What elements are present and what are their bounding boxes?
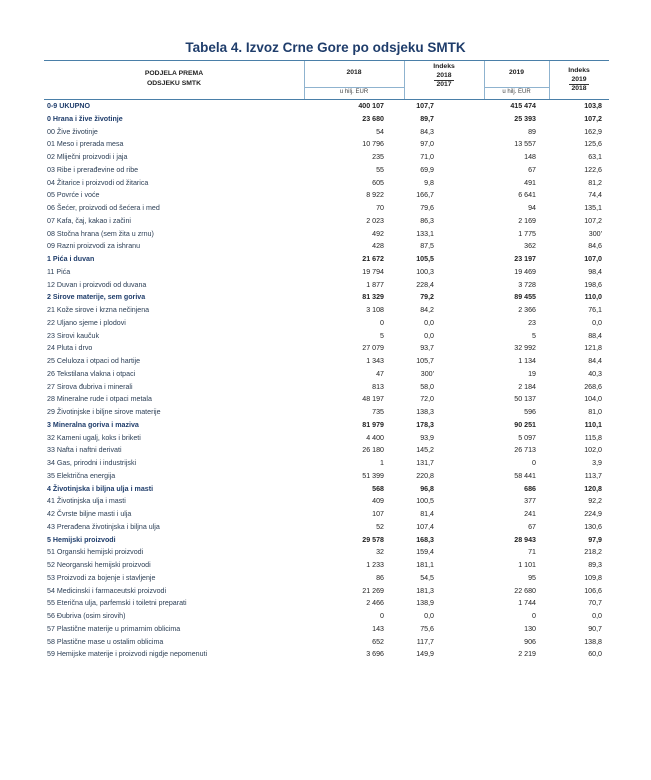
row-label: 33 Nafta i naftni derivati — [47, 446, 122, 455]
unit-label: u hilj. EUR — [502, 89, 531, 95]
value-2019: 90 251 — [514, 420, 536, 429]
table-row — [44, 546, 609, 559]
value-2019: 1 744 — [518, 599, 536, 608]
value-2019: 377 — [524, 497, 536, 506]
index-2019: 97,9 — [588, 535, 602, 544]
row-label: 29 Životinjske i biljne sirove materije — [47, 408, 161, 416]
table-row — [44, 330, 609, 343]
row-label: 3 Mineralna goriva i maziva — [47, 420, 139, 429]
table-row — [44, 470, 609, 483]
value-2018: 48 197 — [362, 395, 384, 404]
row-label: 1 Pića i duvan — [47, 255, 95, 263]
value-2019: 5 — [532, 331, 536, 340]
row-label: 00 Žive životinje — [47, 127, 98, 136]
row-label: 43 Prerađena životinjska i biljna ulja — [47, 522, 160, 531]
value-2019: 6 641 — [518, 191, 536, 200]
row-label: 0 Hrana i žive životinje — [47, 114, 123, 123]
value-2018: 29 578 — [362, 535, 384, 544]
table-row — [44, 432, 609, 445]
row-label: 41 Životinjska ulja i masti — [47, 497, 126, 506]
value-2018: 1 — [380, 459, 384, 467]
table-row — [44, 279, 609, 292]
value-2018: 21 672 — [362, 255, 384, 263]
table-row — [44, 317, 609, 330]
value-2018: 70 — [376, 204, 384, 212]
index-2018: 145,2 — [416, 446, 434, 455]
value-2019: 58 441 — [514, 471, 536, 480]
table-row — [44, 189, 609, 202]
table-row — [44, 623, 609, 636]
value-2019: 2 184 — [518, 382, 536, 391]
header-index-label: Indeks — [568, 67, 590, 74]
value-2018: 0 — [380, 612, 384, 620]
index-2018: 69,9 — [420, 165, 434, 174]
value-2019: 686 — [524, 484, 536, 493]
row-label: 27 Sirova đubriva i minerali — [47, 382, 133, 391]
index-2018: 138,3 — [416, 408, 434, 416]
header-2019: 2019 — [508, 69, 525, 76]
table-row — [44, 559, 609, 572]
row-label: 26 Tekstilana vlakna i otpaci — [47, 369, 136, 378]
table-row — [44, 342, 609, 355]
table-section-row — [44, 100, 609, 113]
index-2019: 84,6 — [588, 242, 602, 251]
row-label: 32 Kameni ugalj, koks i briketi — [47, 433, 141, 442]
value-2018: 813 — [372, 382, 384, 391]
index-2018: 107,7 — [416, 102, 434, 110]
value-2019: 67 — [528, 522, 536, 531]
index-2018: 107,4 — [416, 522, 434, 531]
index-2019: 40,3 — [588, 369, 602, 378]
row-label: 25 Celuloza i otpaci od hartije — [47, 357, 141, 365]
row-label: 03 Ribe i prerađevine od ribe — [47, 165, 139, 174]
table-row — [44, 304, 609, 317]
index-2019: 113,7 — [584, 471, 602, 480]
row-label: 24 Pluta i drvo — [47, 344, 93, 353]
index-2019: 90,7 — [588, 624, 602, 633]
row-label: 54 Medicinski i farmaceutski proizvodi — [47, 586, 167, 595]
index-2018: 93,9 — [420, 433, 434, 442]
value-2018: 1 233 — [366, 561, 384, 569]
value-2019: 241 — [524, 510, 536, 518]
value-2018: 51 399 — [362, 471, 384, 480]
table-section-row — [44, 419, 609, 432]
table-row — [44, 521, 609, 534]
index-2018: 93,7 — [420, 344, 434, 353]
value-2018: 8 922 — [366, 191, 384, 200]
unit-label: u hilj. EUR — [339, 89, 369, 95]
value-2019: 67 — [528, 165, 536, 174]
index-2019: 107,2 — [584, 216, 602, 225]
table-row — [44, 636, 609, 649]
row-label: 04 Žitarice i proizvodi od žitarica — [47, 178, 149, 187]
table-row — [44, 648, 609, 661]
header-2018: 2018 — [346, 69, 362, 76]
table-row — [44, 266, 609, 279]
header-category — [44, 69, 304, 89]
value-2019: 1 101 — [518, 561, 536, 569]
row-label: 0-9 UKUPNO — [47, 102, 90, 110]
table-section-row — [44, 113, 609, 126]
row-label: 56 Đubriva (osim sirovih) — [47, 612, 126, 620]
row-label: 28 Mineralne rude i otpaci metala — [47, 395, 152, 404]
row-label: 52 Neorganski hemijski proizvodi — [47, 561, 151, 569]
index-2018: 149,9 — [416, 650, 434, 659]
table-row — [44, 457, 609, 470]
value-2019: 26 713 — [514, 446, 536, 455]
index-2018: 100,3 — [416, 267, 434, 276]
index-2019: 110,1 — [584, 420, 602, 429]
export-table — [44, 60, 609, 661]
index-2018: 89,7 — [420, 114, 434, 123]
value-2019: 28 943 — [514, 535, 536, 544]
index-2018: 72,0 — [420, 395, 434, 404]
value-2019: 0 — [532, 459, 536, 467]
index-2018: 9,8 — [424, 178, 434, 187]
index-2019: 138,8 — [584, 637, 602, 646]
index-2018: 131,7 — [416, 459, 434, 467]
index-2019: 76,1 — [588, 306, 602, 314]
value-2018: 143 — [372, 624, 384, 633]
table-row — [44, 368, 609, 381]
index-2019: 110,0 — [584, 293, 602, 302]
row-label: 57 Plastične materije u primarnim oblicima — [47, 624, 181, 633]
index-2018: 100,5 — [416, 497, 434, 506]
table-section-row — [44, 534, 609, 547]
index-2019: 74,4 — [588, 191, 602, 200]
index-2018: 178,3 — [416, 420, 434, 429]
table-row — [44, 355, 609, 368]
index-2018: 168,3 — [416, 535, 434, 544]
value-2018: 568 — [372, 484, 384, 493]
row-label: 42 Čvrste biljne masti i ulja — [47, 510, 132, 518]
table-section-row — [44, 253, 609, 266]
header-category-line2: ODSJEKU SMTK — [146, 80, 201, 87]
index-2019: 107,0 — [584, 255, 602, 263]
index-2018: 96,8 — [420, 484, 434, 493]
row-label: 55 Eterična ulja, parfemski i toiletni preparati — [47, 599, 187, 608]
value-2018: 2 023 — [366, 216, 384, 225]
table-row — [44, 495, 609, 508]
value-2019: 130 — [524, 624, 536, 633]
value-2019: 89 — [528, 127, 536, 136]
value-2019: 5 097 — [518, 433, 536, 442]
value-2018: 5 — [380, 331, 384, 340]
index-2019: 0,0 — [592, 612, 602, 620]
index-2018: 0,0 — [424, 318, 434, 327]
index-2019: 300' — [588, 229, 602, 238]
value-2019: 2 366 — [518, 306, 536, 314]
value-2018: 652 — [372, 637, 384, 646]
index-2019: 125,6 — [584, 140, 602, 149]
table-row — [44, 126, 609, 139]
index-2019: 224,9 — [584, 510, 602, 518]
value-2018: 21 269 — [362, 586, 384, 595]
value-2018: 52 — [376, 522, 384, 531]
header-index-label: Indeks — [433, 63, 455, 70]
index-2018: 105,7 — [416, 357, 434, 365]
table-row — [44, 597, 609, 610]
index-2019: 84,4 — [588, 357, 602, 365]
table-row — [44, 177, 609, 190]
index-2019: 81,0 — [588, 408, 602, 416]
index-2018: 220,8 — [416, 471, 434, 480]
value-2018: 1 343 — [366, 357, 384, 365]
value-2018: 54 — [376, 127, 384, 136]
index-2018: 87,5 — [420, 242, 434, 251]
header-index-base: 2017 — [434, 80, 454, 90]
index-2018: 0,0 — [424, 331, 434, 340]
index-2018: 138,9 — [416, 599, 434, 608]
value-2018: 10 796 — [362, 140, 384, 149]
index-2018: 300' — [420, 369, 434, 378]
row-label: 06 Šećer, proizvodi od šećera i med — [47, 204, 160, 212]
index-2018: 54,5 — [420, 573, 434, 582]
value-2018: 23 680 — [362, 114, 384, 123]
value-2019: 89 455 — [514, 293, 536, 302]
value-2019: 19 469 — [514, 267, 536, 276]
table-row — [44, 228, 609, 241]
index-2019: 103,8 — [584, 102, 602, 110]
index-2018: 71,0 — [420, 153, 434, 161]
index-2019: 102,0 — [584, 446, 602, 455]
header-unit-rule — [304, 87, 404, 88]
index-2018: 81,4 — [420, 510, 434, 518]
value-2019: 94 — [528, 204, 536, 212]
index-2018: 133,1 — [416, 229, 434, 238]
value-2018: 4 400 — [366, 433, 384, 442]
row-label: 22 Uljano sjeme i plodovi — [47, 318, 126, 327]
row-label: 58 Plastične mase u ostalim oblicima — [47, 637, 164, 646]
value-2018: 32 — [376, 548, 384, 557]
row-label: 11 Pića — [47, 267, 71, 276]
index-2019: 0,0 — [592, 318, 602, 327]
value-2019: 906 — [524, 637, 536, 646]
table-title: Tabela 4. Izvoz Crne Gore po odsjeku SMTK — [185, 40, 466, 55]
index-2019: 120,8 — [584, 484, 602, 493]
index-2018: 58,0 — [420, 382, 434, 391]
value-2018: 27 079 — [362, 344, 384, 353]
table-row — [44, 215, 609, 228]
row-label: 02 Mliječni proizvodi i jaja — [47, 153, 128, 161]
value-2018: 605 — [372, 178, 384, 187]
index-2018: 79,2 — [420, 293, 434, 302]
value-2019: 148 — [524, 153, 536, 161]
index-2019: 198,6 — [584, 280, 602, 289]
value-2019: 25 393 — [514, 114, 536, 123]
index-2019: 107,2 — [584, 114, 602, 123]
index-2019: 88,4 — [588, 331, 602, 340]
value-2019: 2 219 — [518, 650, 536, 659]
row-label: 34 Gas, prirodni i industrijski — [47, 459, 137, 467]
value-2019: 71 — [528, 548, 536, 557]
row-label: 51 Organski hemijski proizvodi — [47, 548, 144, 557]
value-2019: 0 — [532, 612, 536, 620]
index-2018: 181,3 — [416, 586, 434, 595]
index-2018: 84,3 — [420, 127, 434, 136]
table-row — [44, 381, 609, 394]
value-2019: 491 — [524, 178, 536, 187]
index-2019: 121,8 — [584, 344, 602, 353]
value-2019: 415 474 — [510, 102, 536, 110]
index-2019: 268,6 — [584, 382, 602, 391]
value-2019: 1 775 — [518, 229, 536, 238]
value-2018: 0 — [380, 318, 384, 327]
index-2019: 109,8 — [584, 573, 602, 582]
value-2019: 2 169 — [518, 216, 536, 225]
table-row — [44, 240, 609, 253]
value-2018: 26 180 — [362, 446, 384, 455]
value-2018: 81 979 — [362, 420, 384, 429]
index-2019: 162,9 — [584, 127, 602, 136]
row-label: 08 Stočna hrana (sem žita u zrnu) — [47, 229, 154, 238]
index-2018: 105,5 — [416, 255, 434, 263]
value-2019: 23 197 — [514, 255, 536, 263]
table-row — [44, 406, 609, 419]
value-2018: 19 794 — [362, 267, 384, 276]
value-2018: 235 — [372, 153, 384, 161]
row-label: 35 Električna energija — [47, 471, 116, 480]
index-2018: 79,6 — [420, 204, 434, 212]
index-2018: 84,2 — [420, 306, 434, 314]
index-2019: 60,0 — [588, 650, 602, 659]
table-row — [44, 585, 609, 598]
table-row — [44, 444, 609, 457]
table-row — [44, 393, 609, 406]
index-2019: 81,2 — [588, 178, 602, 187]
row-label: 59 Hemijske materije i proizvodi nigdje nepomenuti — [47, 650, 208, 659]
value-2018: 1 877 — [366, 280, 384, 289]
index-2018: 181,1 — [416, 561, 434, 569]
index-2018: 159,4 — [416, 548, 434, 557]
value-2018: 735 — [372, 408, 384, 416]
index-2019: 130,6 — [584, 522, 602, 531]
value-2019: 22 680 — [514, 586, 536, 595]
header-unit-rule — [484, 87, 549, 88]
table-row — [44, 610, 609, 623]
index-2019: 70,7 — [588, 599, 602, 608]
value-2019: 596 — [524, 408, 536, 416]
index-2018: 75,6 — [420, 624, 434, 633]
index-2019: 122,6 — [584, 165, 602, 174]
value-2019: 3 728 — [518, 280, 536, 289]
header-index-base: 2018 — [569, 84, 589, 94]
table-body — [44, 100, 609, 661]
table-row — [44, 164, 609, 177]
value-2018: 3 696 — [366, 650, 384, 659]
row-label: 05 Povrće i voće — [47, 191, 100, 200]
row-label: 21 Kože sirove i krzna nečinjena — [47, 306, 150, 314]
index-2019: 218,2 — [584, 548, 602, 557]
table-row — [44, 572, 609, 585]
value-2018: 47 — [376, 369, 384, 378]
value-2019: 19 — [528, 369, 536, 378]
row-label: 5 Hemijski proizvodi — [47, 535, 116, 544]
value-2019: 50 137 — [514, 395, 536, 404]
row-label: 53 Proizvodi za bojenje i stavljenje — [47, 573, 156, 582]
value-2018: 492 — [372, 229, 384, 238]
row-label: 23 Sirovi kaučuk — [47, 331, 100, 340]
row-label: 12 Duvan i proizvodi od duvana — [47, 280, 147, 289]
index-2019: 98,4 — [588, 267, 602, 276]
row-label: 09 Razni proizvodi za ishranu — [47, 242, 141, 251]
header-index-year: 2019 — [571, 75, 587, 83]
index-2018: 97,0 — [420, 140, 434, 149]
row-label: 07 Kafa, čaj, kakao i začini — [47, 216, 131, 225]
header-index-2018 — [404, 63, 484, 90]
value-2018: 428 — [372, 242, 384, 251]
value-2018: 409 — [372, 497, 384, 506]
table-row — [44, 151, 609, 164]
table-row — [44, 508, 609, 521]
value-2018: 86 — [376, 573, 384, 582]
index-2018: 86,3 — [420, 216, 434, 225]
index-2019: 104,0 — [584, 395, 602, 404]
value-2019: 13 557 — [514, 140, 536, 149]
table-section-row — [44, 291, 609, 304]
index-2019: 135,1 — [584, 204, 602, 212]
value-2018: 81 329 — [362, 293, 384, 302]
table-row — [44, 138, 609, 151]
value-2018: 2 466 — [366, 599, 384, 608]
value-2018: 3 108 — [366, 306, 384, 314]
table-section-row — [44, 483, 609, 496]
index-2019: 3,9 — [592, 459, 602, 467]
header-index-year: 2018 — [436, 71, 452, 79]
index-2019: 63,1 — [588, 153, 602, 161]
header-category-line1: PODJELA PREMA — [144, 70, 204, 77]
value-2019: 362 — [524, 242, 536, 251]
value-2018: 400 107 — [358, 102, 384, 110]
row-label: 4 Životinjska i biljna ulja i masti — [47, 484, 154, 493]
row-label: 2 Sirove materije, sem goriva — [47, 293, 146, 302]
value-2019: 1 134 — [518, 357, 536, 365]
table-header — [44, 61, 609, 100]
value-2018: 107 — [372, 510, 384, 518]
index-2018: 0,0 — [424, 612, 434, 620]
value-2019: 95 — [528, 573, 536, 582]
index-2018: 228,4 — [416, 280, 434, 289]
header-index-2019 — [549, 67, 609, 94]
index-2019: 106,6 — [584, 586, 602, 595]
index-2018: 166,7 — [416, 191, 434, 200]
index-2019: 92,2 — [588, 497, 602, 506]
index-2019: 89,3 — [588, 561, 602, 569]
value-2019: 23 — [528, 318, 536, 327]
row-label: 01 Meso i prerada mesa — [47, 140, 124, 149]
value-2019: 32 992 — [514, 344, 536, 353]
table-row — [44, 202, 609, 215]
index-2018: 117,7 — [416, 637, 434, 646]
index-2019: 115,8 — [584, 433, 602, 442]
value-2018: 55 — [376, 165, 384, 174]
